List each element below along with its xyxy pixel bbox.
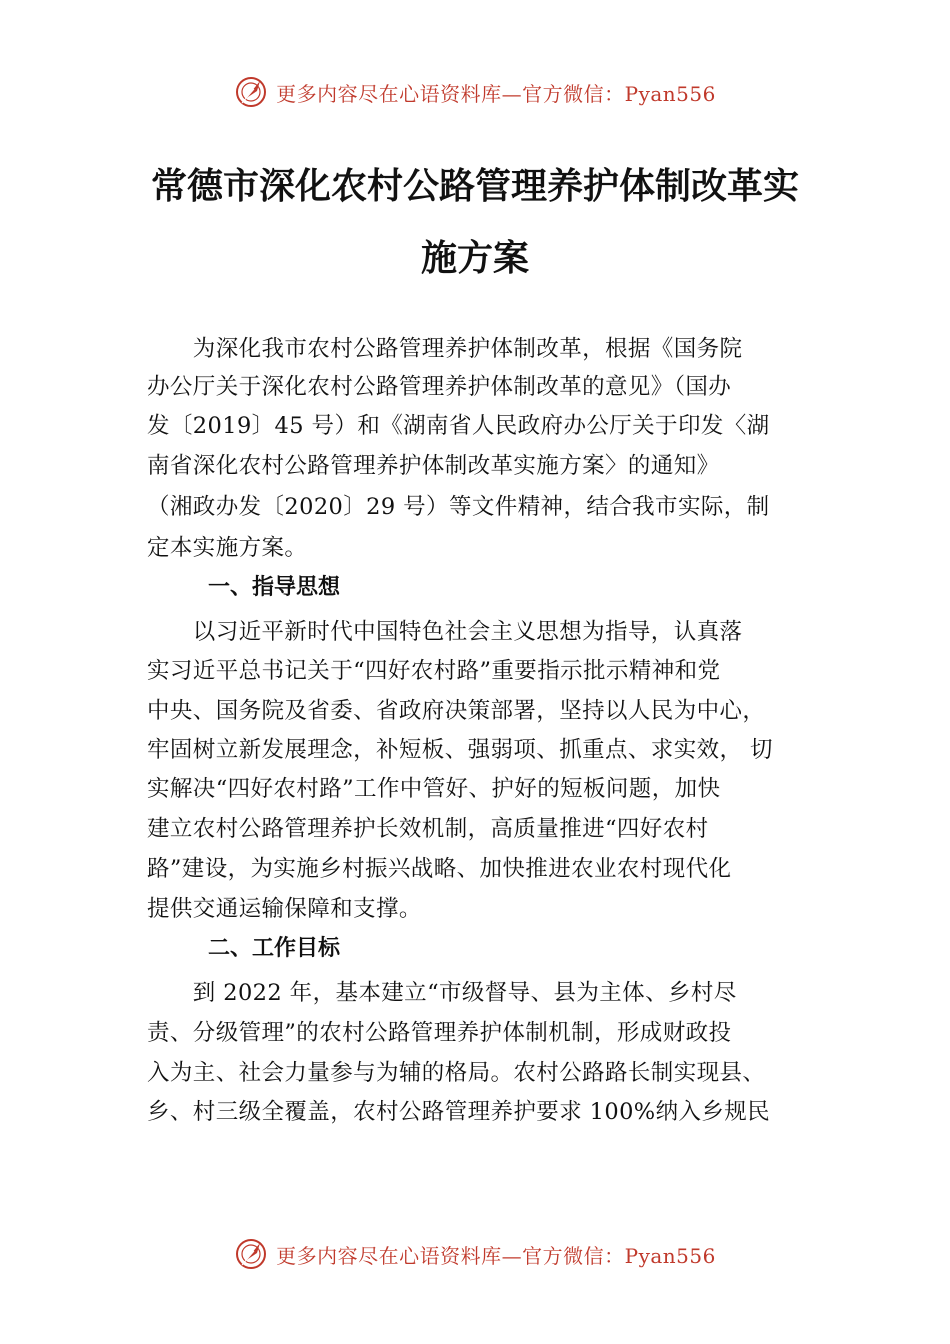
section1-line: 以习近平新时代中国特色社会主义思想为指导，认真落 [147,619,743,645]
quill-logo-icon [234,75,268,109]
intro-line: （湘政办发〔2020〕29 号）等文件精神，结合我市实际，制 [147,494,770,520]
intro-line: 定本实施方案。 [147,535,308,561]
intro-line: 为深化我市农村公路管理养护体制改革，根据《国务院 [147,336,743,362]
section1-line: 建立农村公路管理养护长效机制，高质量推进“四好农村 [147,816,709,842]
section1-line: 路”建设，为实施乡村振兴战略、加快推进农业农村现代化 [147,856,732,882]
intro-line: 办公厅关于深化农村公路管理养护体制改革的意见》（国办 [147,374,732,400]
section1-line: 提供交通运输保障和支撑。 [147,896,422,922]
footer-watermark [0,1234,950,1274]
section-heading-guiding-ideology: 一、指导思想 [208,575,341,600]
section1-line: 中央、国务院及省委、省政府决策部署，坚持以人民为中心， [147,698,766,724]
section2-line: 乡、村三级全覆盖，农村公路管理养护要求 100%纳入乡规民 [147,1099,771,1125]
header-watermark [0,72,950,112]
watermark-text: 更多内容尽在心语资料库—官方微信：Pyan556 [276,1243,716,1268]
document-title-line-1: 常德市深化农村公路管理养护体制改革实 [150,166,799,207]
section2-line: 到 2022 年，基本建立“市级督导、县为主体、乡村尽 [147,980,737,1006]
section1-line: 牢固树立新发展理念，补短板、强弱项、抓重点、求实效， 切 [147,737,773,763]
intro-line: 发〔2019〕45 号）和《湖南省人民政府办公厅关于印发〈湖 [147,413,770,439]
quill-logo-icon [234,1237,268,1271]
intro-line: 南省深化农村公路管理养护体制改革实施方案〉的通知》 [147,453,720,479]
section1-line: 实解决“四好农村路”工作中管好、护好的短板问题，加快 [147,776,721,802]
section2-line: 入为主、社会力量参与为辅的格局。农村公路路长制实现县、 [147,1060,766,1086]
document-title-line-2: 施方案 [420,238,529,279]
section1-line: 实习近平总书记关于“四好农村路”重要指示批示精神和党 [147,658,721,684]
section-heading-work-goals: 二、工作目标 [208,936,341,961]
watermark-text: 更多内容尽在心语资料库—官方微信：Pyan556 [276,81,716,106]
section2-line: 责、分级管理”的农村公路管理养护体制机制，形成财政投 [147,1020,732,1046]
